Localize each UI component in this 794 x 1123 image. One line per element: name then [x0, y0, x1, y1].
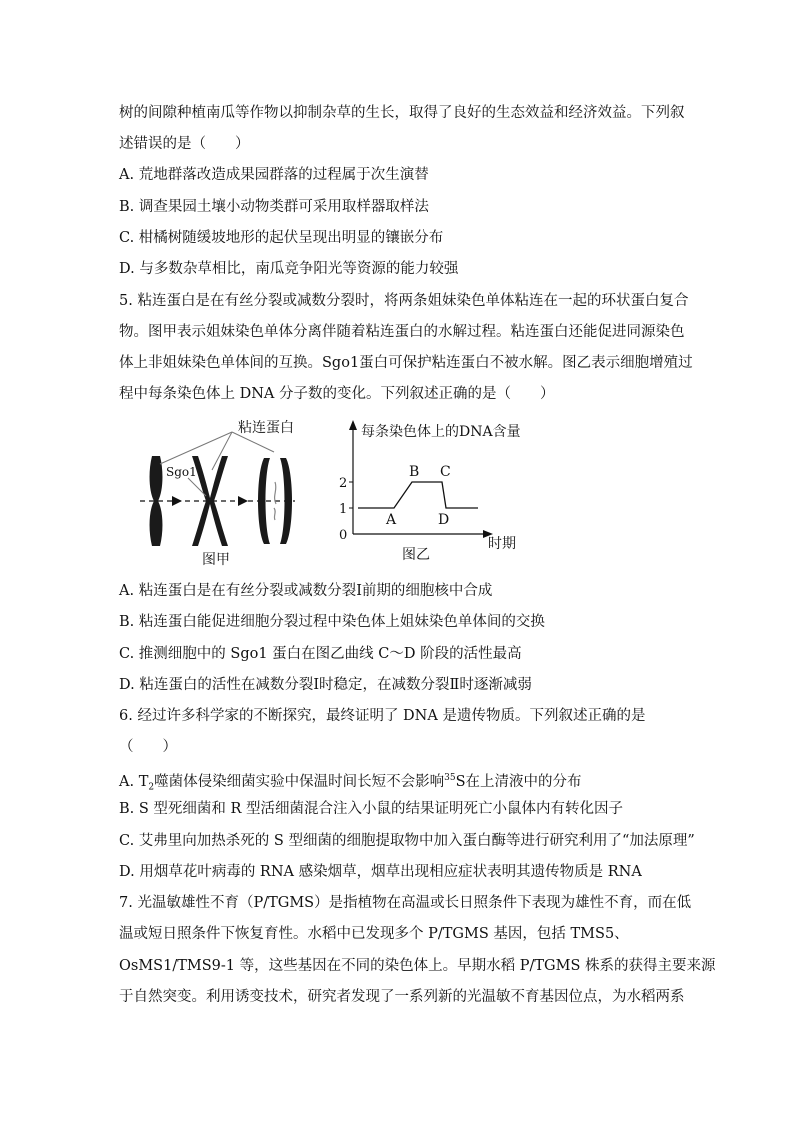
figure-a [140, 419, 295, 568]
y-tick-label: 1 [339, 502, 348, 517]
arrow-icon [238, 496, 248, 506]
point-label-b: B [409, 464, 420, 480]
point-label-c: C [440, 464, 451, 480]
q6-stem-line2: （ ） [119, 739, 177, 755]
q6-option-b: B. S 型死细菌和 R 型活细菌混合注入小鼠的结果证明死亡小鼠体内有转化因子 [119, 801, 624, 817]
q5-option-b: B. 粘连蛋白能促进细胞分裂过程中染色体上姐妹染色单体间的交换 [119, 614, 545, 630]
q4-option-b: B. 调查果园土壤小动物类群可采用取样器取样法 [119, 199, 429, 215]
q5-option-a: A. 粘连蛋白是在有丝分裂或减数分裂Ⅰ前期的细胞核中合成 [119, 583, 493, 599]
q6a-part: A. T [119, 773, 149, 790]
y-tick-label: 0 [339, 528, 348, 543]
q6-option-a [119, 768, 679, 798]
arrow-icon [172, 496, 182, 506]
q4-option-d: D. 与多数杂草相比，南瓜竞争阳光等资源的能力较强 [119, 261, 459, 277]
cohesin-label: 粘连蛋白 [238, 420, 294, 436]
q7-stem-line2: 温或短日照条件下恢复育性。水稻中已发现多个 P/TGMS 基因，包括 TMS5、 [119, 926, 629, 942]
q5-stem-line3: 体上非姐妹染色单体间的互换。Sgo1蛋白可保护粘连蛋白不被水解。图乙表示细胞增殖过 [119, 355, 693, 371]
figure-b-chart [339, 420, 521, 563]
x-axis-label: 时期 [488, 536, 516, 552]
point-label-d: D [438, 512, 450, 528]
figure-a-caption: 图甲 [202, 552, 230, 568]
q5-option-d: D. 粘连蛋白的活性在减数分裂Ⅰ时稳定，在减数分裂Ⅱ时逐渐减弱 [119, 677, 532, 693]
q7-stem-line1: 7. 光温敏雄性不育（P/TGMS）是指植物在高温或长日照条件下表现为雄性不育，而在低 [119, 895, 692, 911]
chart-title: 每条染色体上的DNA含量 [361, 424, 521, 440]
q4-stem-line1: 树的间隙种植南瓜等作物以抑制杂草的生长，取得了良好的生态效益和经济效益。下列叙 [119, 105, 685, 121]
chromosome-separated-icon [258, 458, 292, 544]
point-label-a: A [386, 512, 397, 528]
y-axis-arrow-icon [349, 420, 357, 430]
q6-option-d: D. 用烟草花叶病毒的 RNA 感染烟草，烟草出现相应症状表明其遗传物质是 RNA [119, 864, 642, 880]
q4-stem-line2: 述错误的是（ ） [119, 136, 250, 152]
figure-b-caption: 图乙 [402, 547, 430, 563]
q6-stem-line1: 6. 经过许多科学家的不断探究，最终证明了 DNA 是遗传物质。下列叙述正确的是 [119, 708, 646, 724]
sgo1-label: Sgo1 [166, 465, 197, 479]
dna-content-line [358, 482, 478, 508]
q6a-part: 噬菌体侵染细菌实验中保温时间长短不会影响 [154, 773, 445, 790]
q7-stem-line3: OsMS1/TMS9-1 等，这些基因在不同的染色体上。早期水稻 P/TGMS 株系的获得主要来源 [119, 958, 716, 974]
q7-stem-line4: 于自然突变。利用诱变技术，研究者发现了一系列新的光温敏不育基因位点，为水稻两系 [119, 989, 685, 1005]
q5-stem-line4: 程中每条染色体上 DNA 分子数的变化。下列叙述正确的是（ ） [119, 386, 555, 402]
q6-option-c: C. 艾弗里向加热杀死的 S 型细菌的细胞提取物中加入蛋白酶等进行研究利用了“加法原理” [119, 833, 695, 849]
q4-option-c: C. 柑橘树随缓坡地形的起伏呈现出明显的镶嵌分布 [119, 230, 444, 246]
q4-option-a: A. 荒地群落改造成果园群落的过程属于次生演替 [119, 167, 429, 183]
q6a-part: S在上清液中的分布 [455, 773, 582, 790]
q6a-superscript: 35 [444, 773, 456, 783]
q5-option-c: C. 推测细胞中的 Sgo1 蛋白在图乙曲线 C～D 阶段的活性最高 [119, 646, 522, 662]
q5-figures [140, 412, 540, 574]
q6a-subscript: 2 [148, 782, 155, 793]
q5-stem-line2: 物。图甲表示姐妹染色单体分离伴随着粘连蛋白的水解过程。粘连蛋白还能促进同源染色 [119, 324, 685, 340]
q5-stem-line1: 5. 粘连蛋白是在有丝分裂或减数分裂时，将两条姐妹染色单体粘连在一起的环状蛋白复合 [119, 293, 689, 309]
y-tick-label: 2 [339, 476, 348, 491]
